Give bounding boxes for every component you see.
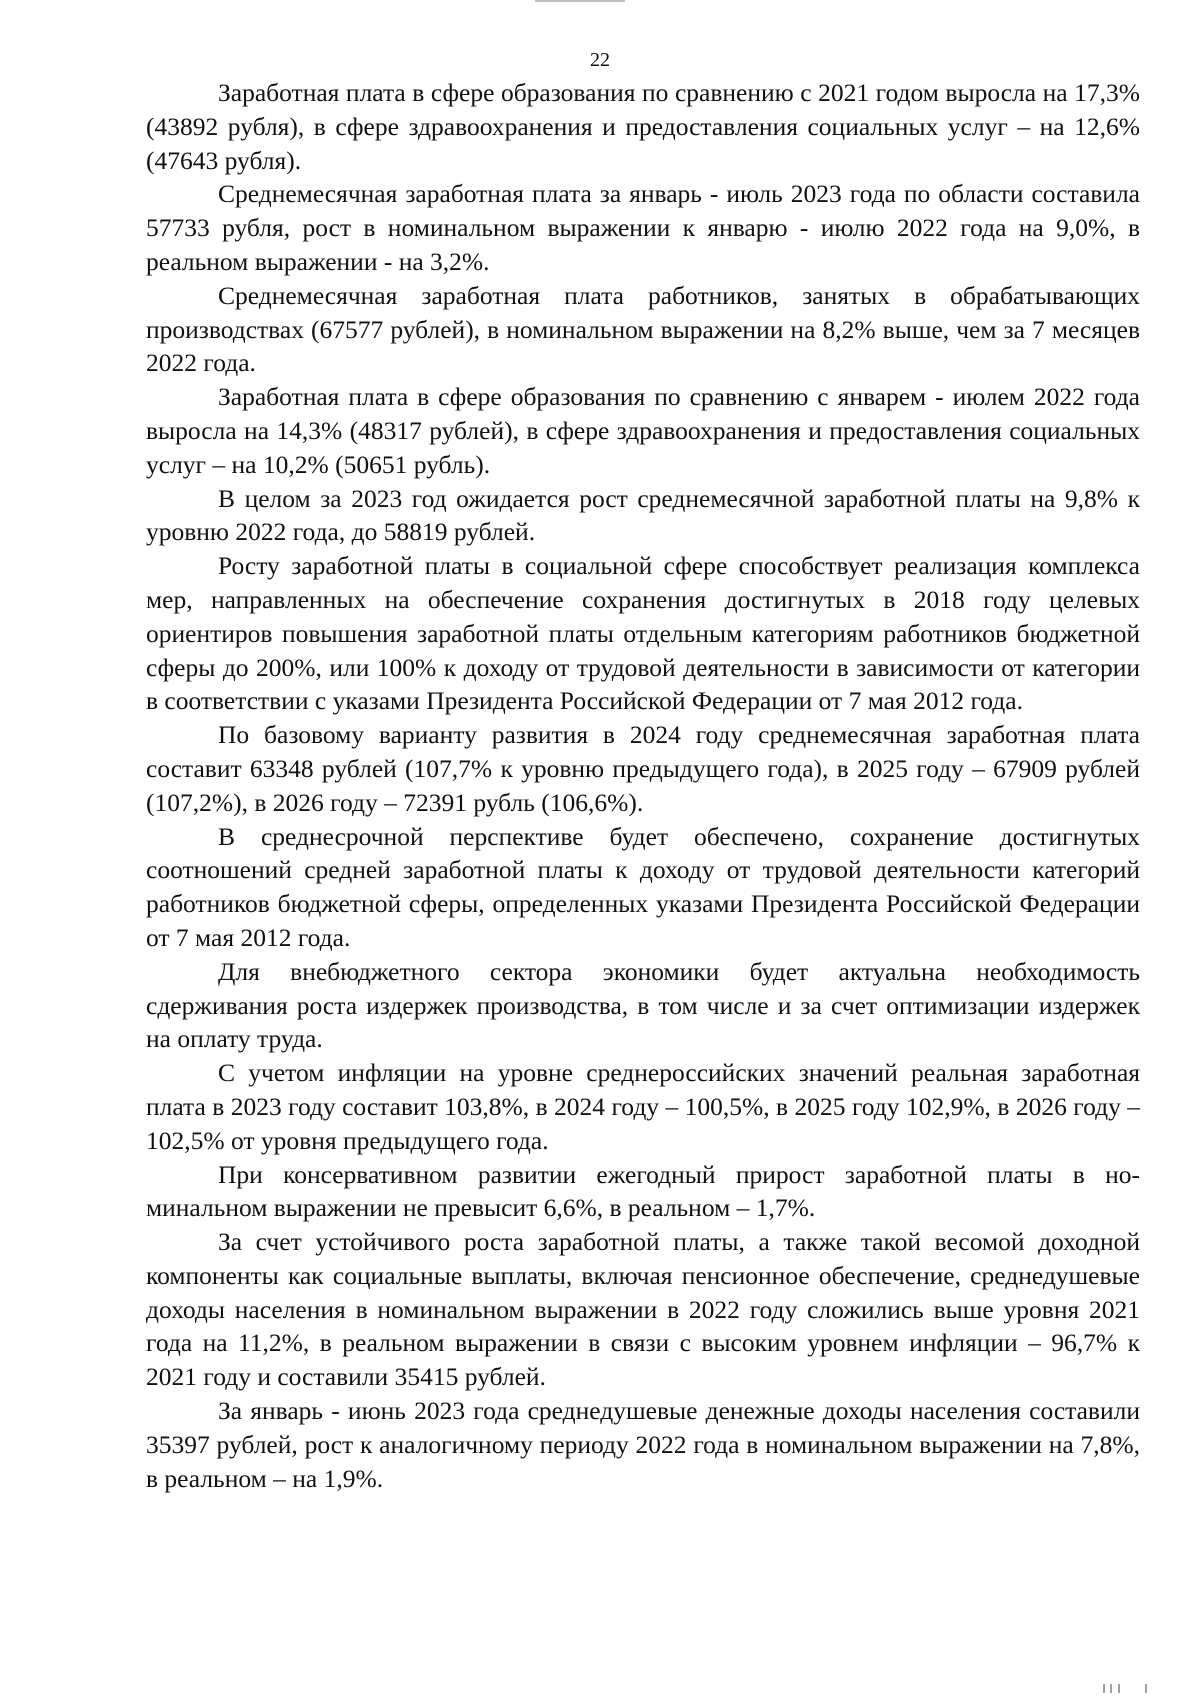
- paragraph-medium-term-outlook: В среднесрочной перспективе будет обеспечено, сохранение достигнутых соотношений средней заработной платы к доходу от трудовой деятельности категорий работников бюджетной сферы, определенных указами Президента Российской Федерации от 7 мая 2012 года.: [146, 821, 1140, 952]
- scan-artifact-bottom: [1145, 1684, 1147, 1693]
- paragraph-social-sector-measures: Росту заработной платы в социальной сфере способствует реализация комплекса мер, направленных на обеспечение сохранения достигнутых в 2018 году целевых ориентиров повышения заработной платы отдельным категориям работников бюджетной сферы до 200%, или 100% к доходу от трудовой деятельности в зависимости от категории в соответствии с указами Президента Российской Федерации от 7 мая 2012 года.: [146, 551, 1140, 716]
- paragraph-per-capita-income-jan-jun-2023: За январь - июнь 2023 года среднедушевые денежные доходы населения составили 35397 рублей, рост к аналогичному периоду 2022 года в номинальном выражении на 7,8%, в реальном – на 1,9%.: [146, 1396, 1140, 1493]
- paragraph-education-wages-2021: Заработная плата в сфере образования по сравнению с 2021 годом выросла на 17,3% (43892 рубля), в сфере здравоохранения и предоставления социальных услуг – на 12,6% (47643 рубля).: [146, 78, 1140, 175]
- paragraph-real-wages-inflation: С учетом инфляции на уровне среднероссийских значений реальная заработная плата в 2023 году составит 103,8%, в 2024 году – 100,5%, в 2025 году 102,9%, в 2026 году – 102,5% от уровня предыдущего года.: [146, 1058, 1140, 1155]
- paragraph-wage-growth-2023: В целом за 2023 год ожидается рост среднемесячной заработной платы на 9,8% к уровню 2022 года, до 58819 рублей.: [146, 483, 1140, 547]
- paragraph-manufacturing-wages: Среднемесячная заработная плата работников, занятых в обрабатывающих производствах (67577 рублей), в номинальном выражении на 8,2% выше, чем за 7 месяцев 2022 года.: [146, 280, 1140, 378]
- paragraph-base-scenario: По базовому варианту развития в 2024 году среднемесячная заработная плата составит 63348 рублей (107,7% к уровню предыдущего года), в 2025 году – 67909 рублей (107,2%), в 2026 году – 72391 рубль (106,6%).: [146, 720, 1140, 817]
- paragraph-average-wage-jan-jul-2023: Среднемесячная заработная плата за январь - июль 2023 года по области составила 57733 рубля, рост в номинальном выражении к январю - июлю 2022 года на 9,0%, в реальном выражении - на 3,2%.: [146, 179, 1140, 276]
- scan-artifact-top: [535, 0, 625, 2]
- document-body: [146, 76, 1140, 1495]
- scan-artifact-bottom: [1103, 1684, 1105, 1693]
- paragraph-conservative-scenario: При консервативном развитии ежегодный прирост заработной платы в номинальном выражении не превысит 6,6%, в реальном – 1,7%.: [146, 1159, 1140, 1223]
- paragraph-per-capita-income-2022: За счет устойчивого роста заработной платы, а также такой весомой доходной компоненты как социальные выплаты, включая пенсионное обеспечение, среднедушевые доходы населения в номинальном выражении в 2022 году сложились выше уровня 2021 года на 11,2%, в реальном выражении в связи с высоким уровнем инфляции – 96,7% к 2021 году и составили 35415 рублей.: [146, 1227, 1140, 1392]
- paragraph-non-budget-sector: Для внебюджетного сектора экономики будет актуальна необходимость сдерживания роста издержек производства, в том числе и за счет оптимизации издержек на оплату труда.: [146, 956, 1140, 1054]
- paragraph-education-health-wages-2022: Заработная плата в сфере образования по сравнению с январем - июлем 2022 года выросла на 14,3% (48317 рублей), в сфере здравоохранения и предоставления социальных услуг – на 10,2% (50651 рубль).: [146, 382, 1140, 479]
- scan-artifact-bottom: [1118, 1684, 1120, 1693]
- scan-artifact-bottom: [1110, 1684, 1112, 1693]
- page-number: 22: [590, 49, 610, 71]
